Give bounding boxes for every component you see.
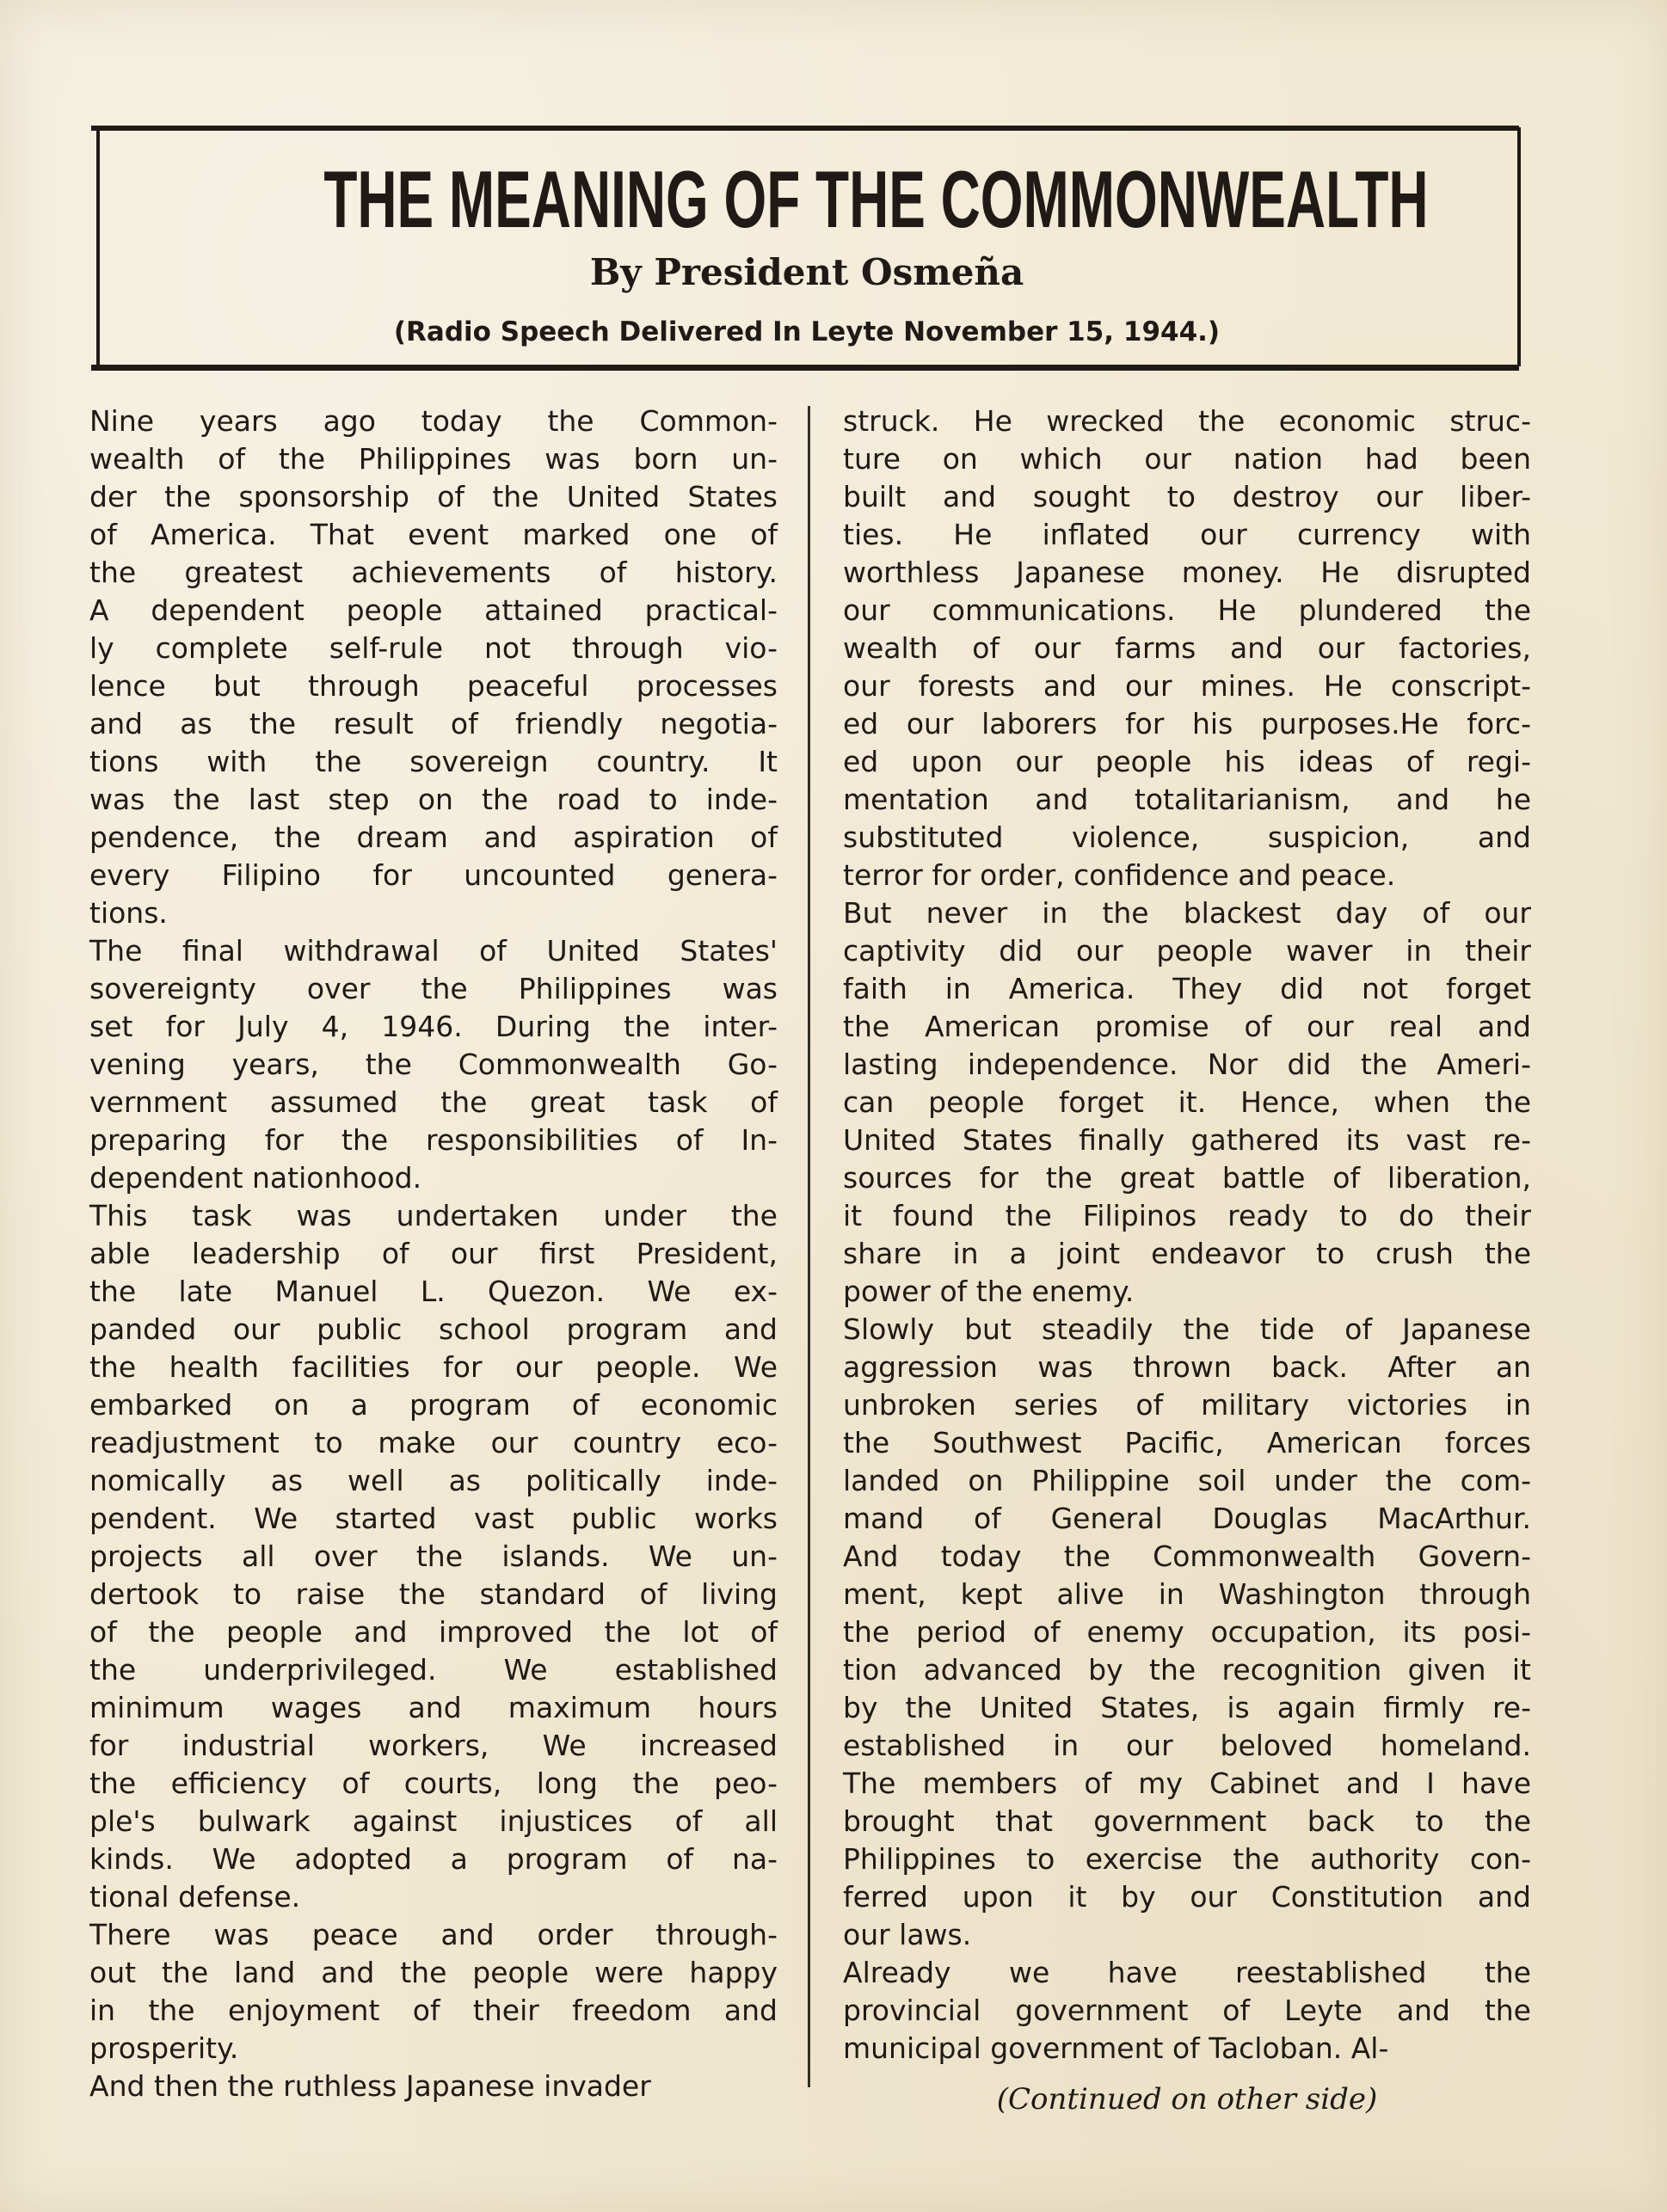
text-line: out the land and the people were happy — [89, 1956, 778, 1989]
text-line: the underprivileged. We established — [89, 1653, 778, 1687]
text-line: of America. That event marked one of — [89, 518, 778, 551]
text-line: landed on Philippine soil under the com- — [843, 1464, 1531, 1497]
text-line: tions with the sovereign country. It — [89, 745, 778, 778]
text-line: readjustment to make our country eco- — [89, 1426, 778, 1459]
text-line: mand of General Douglas MacArthur. — [843, 1502, 1531, 1535]
text-line: ed our laborers for his purposes.He forc- — [843, 707, 1531, 740]
text-line: vening years, the Commonwealth Go- — [89, 1048, 778, 1081]
text-line: ed upon our people his ideas of regi- — [843, 745, 1531, 778]
text-line: unbroken series of military victories in — [843, 1388, 1531, 1422]
text-line: And then the ruthless Japanese invader — [89, 2069, 651, 2103]
text-line: built and sought to destroy our liber- — [843, 480, 1531, 513]
text-line: the Southwest Pacific, American forces — [843, 1426, 1531, 1459]
text-line: panded our public school program and — [89, 1312, 778, 1346]
text-line: preparing for the responsibilities of In- — [89, 1123, 778, 1157]
article-subtitle: (Radio Speech Delivered In Leyte November 15, 1944.) — [393, 316, 1221, 347]
text-line: Nine years ago today the Common- — [89, 404, 778, 438]
text-line: United States finally gathered its vast re- — [843, 1123, 1531, 1157]
text-line: kinds. We adopted a program of na- — [89, 1842, 778, 1876]
text-line: struck. He wrecked the economic struc- — [843, 404, 1531, 438]
text-line: dependent nationhood. — [89, 1161, 422, 1195]
text-line: wealth of our farms and our factories, — [843, 631, 1531, 665]
article-title: THE MEANING OF THE COMMONWEALTH — [323, 154, 1429, 244]
header-bottom-rule — [91, 365, 1519, 371]
text-line: ties. He inflated our currency with — [843, 518, 1531, 551]
text-line: by the United States, is again firmly re- — [843, 1691, 1531, 1724]
text-line: There was peace and order through- — [89, 1918, 778, 1951]
article-byline: By President Osmeña — [589, 251, 1024, 293]
left-column — [89, 402, 778, 2105]
text-line: And today the Commonwealth Govern- — [843, 1539, 1531, 1573]
text-line: This task was undertaken under the — [89, 1199, 778, 1232]
text-line: projects all over the islands. We un- — [89, 1539, 778, 1573]
text-line: lence but through peaceful processes — [89, 669, 778, 703]
text-line: mentation and totalitarianism, and he — [843, 783, 1531, 816]
text-line: power of the enemy. — [843, 1275, 1135, 1308]
text-line: the health facilities for our people. We — [89, 1350, 778, 1384]
text-line: ly complete self-rule not through vio- — [89, 631, 778, 665]
text-line: for industrial workers, We increased — [89, 1729, 778, 1762]
text-line: established in our beloved homeland. — [843, 1729, 1531, 1762]
text-line: tion advanced by the recognition given it — [843, 1653, 1531, 1687]
text-line: The final withdrawal of United States' — [89, 934, 778, 968]
continued-note: (Continued on other side) — [996, 2082, 1378, 2117]
text-line: the American promise of our real and — [843, 1010, 1531, 1043]
text-line: in the enjoyment of their freedom and — [89, 1994, 778, 2027]
text-line: every Filipino for uncounted genera- — [89, 858, 778, 892]
text-line: the greatest achievements of history. — [89, 556, 778, 589]
text-line: wealth of the Philippines was born un- — [89, 442, 778, 476]
text-line: embarked on a program of economic — [89, 1388, 778, 1422]
text-line: share in a joint endeavor to crush the — [843, 1237, 1531, 1270]
text-line: faith in America. They did not forget — [843, 972, 1531, 1005]
text-line: pendence, the dream and aspiration of — [89, 820, 778, 854]
text-line: it found the Filipinos ready to do their — [843, 1199, 1531, 1232]
text-line: Slowly but steadily the tide of Japanese — [843, 1312, 1531, 1346]
text-line: der the sponsorship of the United States — [89, 480, 778, 513]
text-line: was the last step on the road to inde- — [89, 783, 778, 816]
text-line: can people forget it. Hence, when the — [843, 1085, 1531, 1119]
text-line: sovereignty over the Philippines was — [89, 972, 778, 1005]
text-line: our forests and our mines. He conscript- — [843, 669, 1531, 703]
text-line: vernment assumed the great task of — [89, 1085, 778, 1119]
right-column — [843, 402, 1531, 2068]
text-line: aggression was thrown back. After an — [843, 1350, 1531, 1384]
text-line: ture on which our nation had been — [843, 442, 1531, 476]
text-line: provincial government of Leyte and the — [843, 1994, 1531, 2027]
text-line: worthless Japanese money. He disrupted — [843, 556, 1531, 589]
text-line: ferred upon it by our Constitution and — [843, 1880, 1531, 1914]
text-line: the period of enemy occupation, its posi- — [843, 1615, 1531, 1649]
text-line: Already we have reestablished the — [843, 1956, 1531, 1989]
text-line: of the people and improved the lot of — [89, 1615, 778, 1649]
text-line: able leadership of our first President, — [89, 1237, 778, 1270]
text-line: and as the result of friendly negotia- — [89, 707, 778, 740]
text-line: ment, kept alive in Washington through — [843, 1577, 1531, 1611]
text-line: substituted violence, suspicion, and — [843, 820, 1531, 854]
text-line: minimum wages and maximum hours — [89, 1691, 778, 1724]
text-line: our communications. He plundered the — [843, 593, 1531, 627]
text-line: captivity did our people waver in their — [843, 934, 1531, 968]
text-line: terror for order, confidence and peace. — [843, 858, 1396, 892]
text-line: set for July 4, 1946. During the inter- — [89, 1010, 778, 1043]
text-line: pendent. We started vast public works — [89, 1502, 778, 1535]
text-line: tions. — [89, 896, 168, 930]
text-line: Philippines to exercise the authority con- — [843, 1842, 1531, 1876]
text-line: But never in the blackest day of our — [843, 896, 1531, 930]
text-line: sources for the great battle of liberation, — [843, 1161, 1531, 1195]
text-line: our laws. — [843, 1918, 972, 1951]
text-line: the late Manuel L. Quezon. We ex- — [89, 1275, 778, 1308]
text-line: lasting independence. Nor did the Ameri- — [843, 1048, 1531, 1081]
text-line: A dependent people attained practical- — [89, 593, 778, 627]
text-line: The members of my Cabinet and I have — [843, 1767, 1531, 1800]
text-line: tional defense. — [89, 1880, 301, 1914]
text-line: prosperity. — [89, 2031, 239, 2065]
text-line: the efficiency of courts, long the peo- — [89, 1767, 778, 1800]
column-divider — [808, 406, 810, 2087]
text-line: brought that government back to the — [843, 1804, 1531, 1838]
text-line: dertook to raise the standard of living — [89, 1577, 778, 1611]
text-line: ple's bulwark against injustices of all — [89, 1804, 778, 1838]
text-line: municipal government of Tacloban. Al- — [843, 2031, 1389, 2065]
text-line: nomically as well as politically inde- — [89, 1464, 778, 1497]
